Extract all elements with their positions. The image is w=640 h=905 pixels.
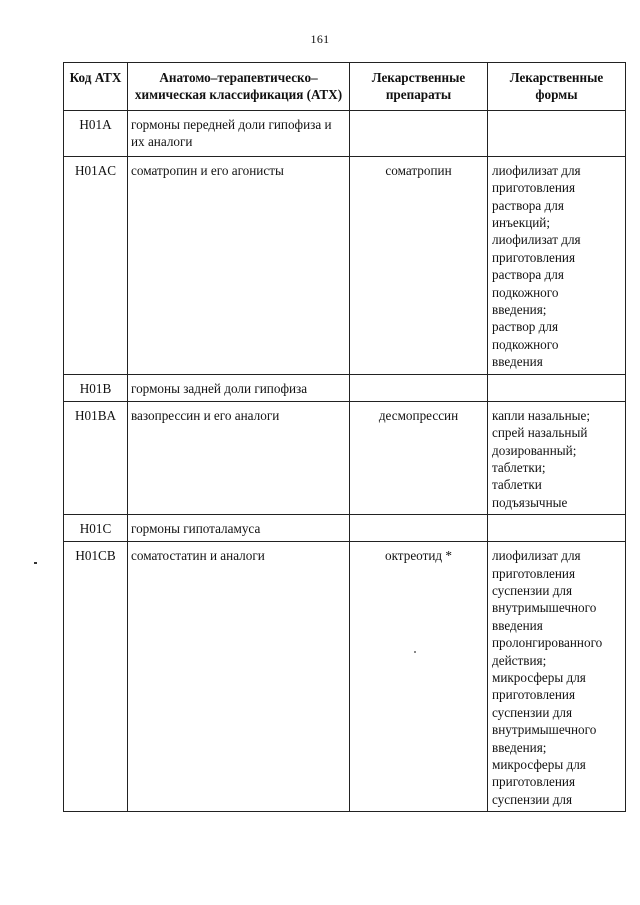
atx-classification: соматропин и его агонисты	[128, 156, 350, 374]
page-number: 161	[310, 32, 330, 46]
atx-classification: соматостатин и аналоги	[128, 542, 350, 812]
atx-code: H01CB	[64, 542, 128, 812]
table-header-row	[64, 63, 626, 111]
dosage-forms: капли назальные; спрей назальный дозированный; таблетки; таблетки подъязычные	[488, 401, 626, 514]
drug-name: соматропин	[350, 156, 488, 374]
header-classification: Анатомо–терапевтическо–химическая классификация (АТХ)	[128, 63, 350, 111]
header-forms: Лекарственные формы	[488, 63, 626, 111]
header-drugs: Лекарственные препараты	[350, 63, 488, 111]
atx-code: H01AC	[64, 156, 128, 374]
table-row	[64, 401, 626, 514]
dosage-forms	[488, 110, 626, 156]
atx-classification: гормоны передней доли гипофиза и их аналоги	[128, 110, 350, 156]
atx-classification: гормоны гипоталамуса	[128, 515, 350, 542]
drug-name: десмопрессин	[350, 401, 488, 514]
scan-speck	[414, 651, 416, 653]
atx-code: H01B	[64, 374, 128, 401]
table-row	[64, 110, 626, 156]
dosage-forms: лиофилизат для приготовления суспензии для внутримышечного введения пролонгированного действия; микросферы для приготовления суспензии для внутримышечного введения; микросферы для приготовления суспензии для	[488, 542, 626, 812]
dosage-forms	[488, 515, 626, 542]
dosage-forms: лиофилизат для приготовления раствора для инъекций; лиофилизат для приготовления раствора для подкожного введения; раствор для подкожного введения	[488, 156, 626, 374]
table-row	[64, 542, 626, 812]
table-row	[64, 156, 626, 374]
atx-table	[63, 62, 626, 812]
atx-classification: вазопрессин и его аналоги	[128, 401, 350, 514]
drug-name	[350, 110, 488, 156]
atx-classification: гормоны задней доли гипофиза	[128, 374, 350, 401]
header-code: Код АТХ	[64, 63, 128, 111]
drug-name	[350, 374, 488, 401]
atx-code: H01BA	[64, 401, 128, 514]
table-row	[64, 515, 626, 542]
atx-code: H01A	[64, 110, 128, 156]
dosage-forms	[488, 374, 626, 401]
atx-code: H01C	[64, 515, 128, 542]
drug-name	[350, 515, 488, 542]
scan-mark	[34, 562, 37, 564]
table-row	[64, 374, 626, 401]
drug-name: октреотид *	[350, 542, 488, 812]
